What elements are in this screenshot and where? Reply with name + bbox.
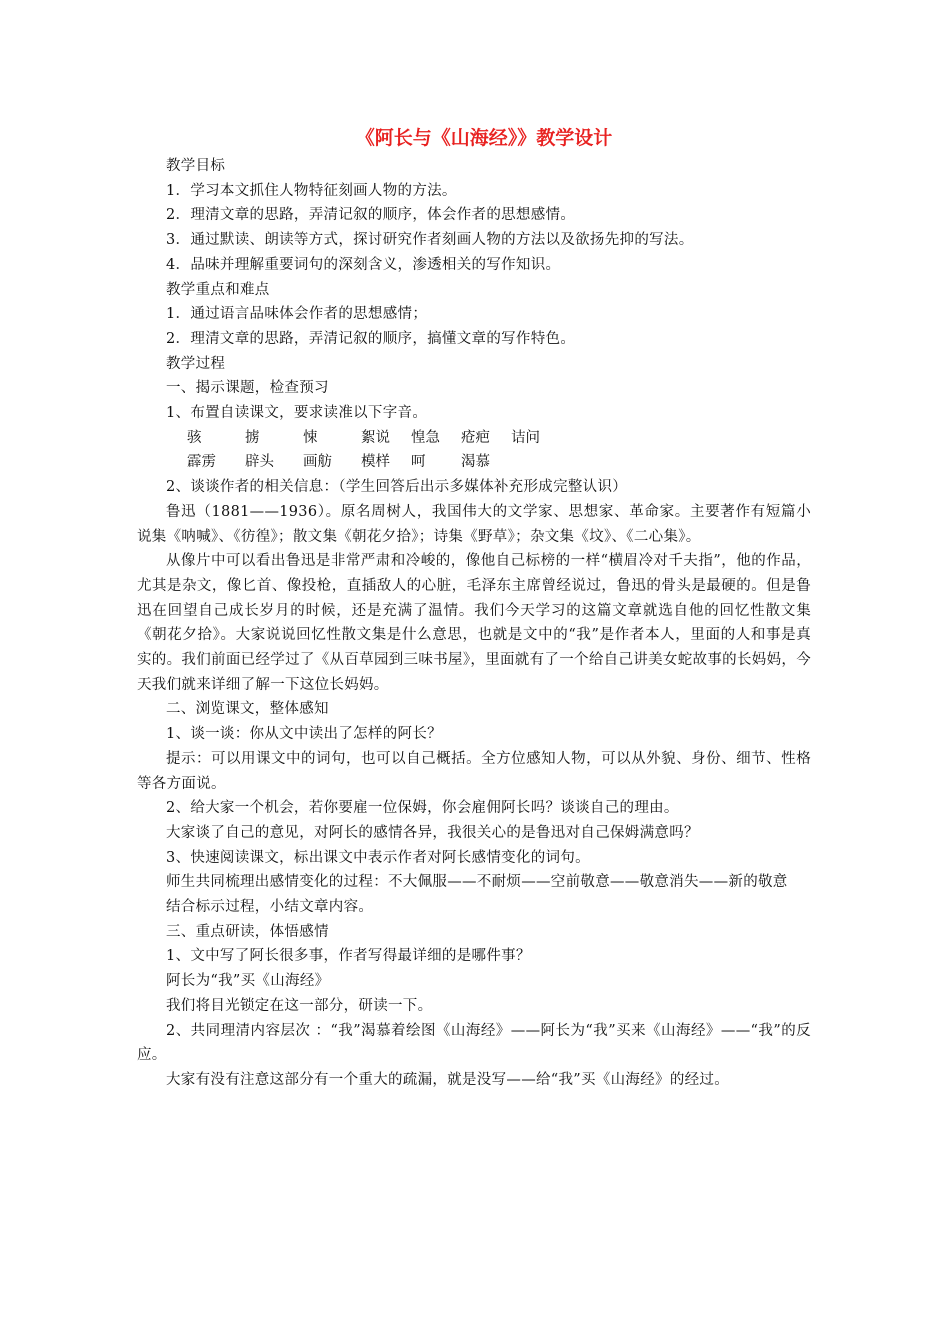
paragraph: 一、揭示课题，检查预习 [166,380,329,397]
pronunciation-list [137,426,811,475]
char-item: 惶急 [411,429,440,446]
char-item: 骇 [187,429,202,446]
char-item: 画舫 [303,454,332,471]
paragraph: 3、快速阅读课文，标出课文中表示作者对阿长感情变化的词句。 [166,849,590,866]
paragraph: 1、布置自读课文，要求读准以下字音。 [166,405,428,422]
char-row [137,450,811,475]
paragraph: 1．通过语言品味体会作者的思想感情； [166,306,428,323]
paragraph: 教学重点和难点 [166,281,270,298]
paragraph: 师生共同梳理出感情变化的过程：不大佩服——不耐烦——空前敬意——敬意消失——新的敬意 [166,874,788,891]
paragraph: 2．理清文章的思路，弄清记叙的顺序，搞懂文章的写作特色。 [166,330,576,347]
char-item: 霹雳 [187,454,216,471]
char-item: 呵 [411,454,426,471]
paragraph: 2、给大家一个机会，若你要雇一位保姆，你会雇佣阿长吗？谈谈自己的理由。 [166,800,679,817]
char-item: 疮疤 [461,429,490,446]
paragraph: 阿长为“我”买《山海经》 [166,973,330,990]
char-item: 模样 [361,454,390,471]
paragraph: 2、谈谈作者的相关信息：（学生回答后出示多媒体补充形成完整认识） [166,479,628,496]
paragraph: 鲁迅（1881——1936）。原名周树人，我国伟大的文学家、思想家、革命家。主要著作有短篇小说集《呐喊》、《彷徨》；散文集《朝花夕拾》；诗集《野草》；杂文集《坟》、《二心集》。 [137,503,811,545]
char-item: 掳 [245,429,260,446]
document-page [137,122,811,1093]
paragraph: 教学过程 [166,355,226,372]
char-item: 辟头 [245,454,274,471]
paragraph: 3．通过默读、朗读等方式，探讨研究作者刻画人物的方法以及欲扬先抑的写法。 [166,232,694,249]
section-process [137,475,811,1093]
paragraph: 从像片中可以看出鲁迅是非常严肃和冷峻的，像他自己标榜的一样“横眉冷对千夫指”，他的作品，尤其是杂文，像匕首、像投枪，直插敌人的心脏，毛泽东主席曾经说过，鲁迅的骨头是最硬的。但是鲁迅在回望自己成长岁月的时候，还是充满了温情。我们今天学习的这篇文章就选自他的回忆性散文集《朝花夕拾》。大家说说回忆性散文集是什么意思，也就是文中的“我”是作者本人，里面的人和事是真实的。我们前面已经学过了《从百草园到三味书屋》，里面就有了一个给自己讲美女蛇故事的长妈妈，今天我们就来详细了解一下这位长妈妈。 [137,553,811,693]
paragraph: 大家有没有注意这部分有一个重大的疏漏，就是没写——给“我”买《山海经》的经过。 [166,1071,730,1088]
document-title: 《阿长与《山海经》》教学设计 [355,127,613,149]
paragraph: 教学目标 [166,158,226,174]
char-item: 悚 [303,429,318,446]
paragraph: 结合标示过程，小结文章内容。 [166,899,374,916]
paragraph: 提示：可以用课文中的词句，也可以自己概括。全方位感知人物，可以从外貌、身份、细节、性格等各方面说。 [137,750,811,792]
char-row [137,426,811,451]
paragraph: 1、文中写了阿长很多事，作者写得最详细的是哪件事？ [166,948,531,965]
paragraph: 2、共同理清内容层次 ：“我”渴慕着绘图《山海经》——阿长为“我”买来《山海经》——“我”的反应。 [137,1022,811,1064]
paragraph: 4．品味并理解重要词句的深刻含义，渗透相关的写作知识。 [166,256,561,273]
char-item: 絮说 [361,429,390,446]
paragraph: 1．学习本文抓住人物特征刻画人物的方法。 [166,182,457,199]
section-goals [137,154,811,426]
paragraph: 二、浏览课文，整体感知 [166,701,329,718]
paragraph: 我们将目光锁定在这一部分，研读一下。 [166,997,433,1014]
paragraph: 大家谈了自己的意见，对阿长的感情各异，我很关心的是鲁迅对自己保姆满意吗？ [166,824,699,841]
paragraph: 1、谈一谈：你从文中读出了怎样的阿长？ [166,726,442,743]
char-item: 渴慕 [461,454,490,471]
paragraph: 2．理清文章的思路，弄清记叙的顺序，体会作者的思想感情。 [166,207,576,224]
char-item: 诘问 [511,429,540,446]
paragraph: 三、重点研读，体悟感情 [166,923,329,940]
